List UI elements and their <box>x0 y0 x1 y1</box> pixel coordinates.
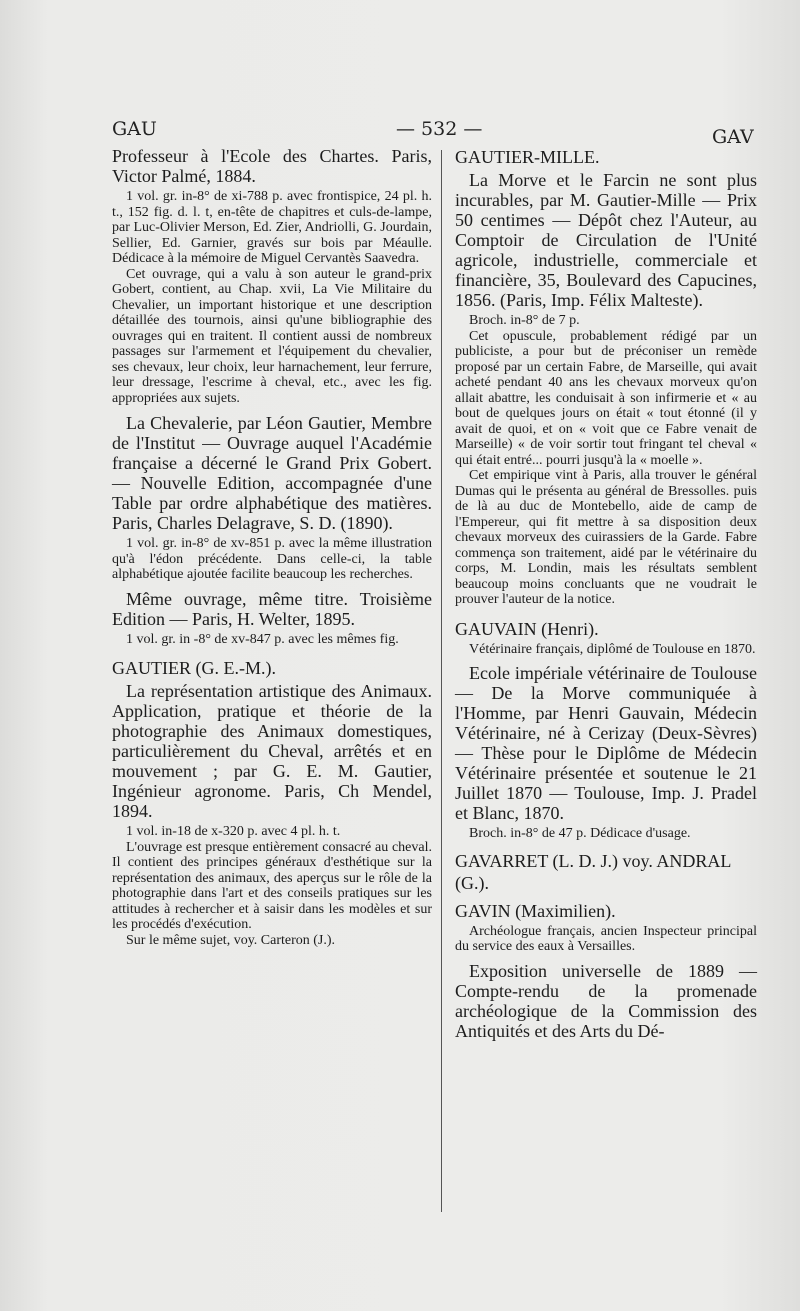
entry-text: Ecole impériale vétérinaire de Toulouse — De la Morve communiquée à l'Homme, par Henri Gauvain, Médecin Vétérinaire, né à Cerizay (Deux-Sèvres) — Thèse pour le Diplôme de Médecin Vétérinaire présentée et soutenue le 21 Juillet 1870 — Toulouse, Imp. J. Pradel et Blanc, 1870. <box>455 663 757 823</box>
author-heading: GAVARRET (L. D. J.) voy. ANDRAL (G.). <box>455 850 731 893</box>
entry-text: Même ouvrage, même titre. Troisième Edition — Paris, H. Welter, 1895. <box>112 588 432 629</box>
left-column <box>112 146 432 948</box>
entry-text: La Morve et le Farcin ne sont plus incurables, par M. Gautier-Mille — Prix 50 centimes — Dépôt chez l'Auteur, au Comptoir de Circulation de l'Unité agricole, industrielle, commerciale et financière, 35, Boulevard des Capucines, 1856. (Paris, Imp. Félix Malteste). <box>455 170 757 310</box>
entry-note: 1 vol. in-18 de x-320 p. avec 4 pl. h. t. <box>126 824 341 839</box>
entry-note: 1 vol. gr. in-8° de xv-851 p. avec la même illustration qu'à l'édon précédente. Dans celle-ci, la table alphabétique ajoutée facilite beaucoup les recherches. <box>112 536 432 582</box>
entry-note: Cet empirique vint à Paris, alla trouver le général Dumas qui le présenta au général de Bressolles. puis de là au duc de Montebello, aide de camp de l'Empereur, qui fit mettre à sa disposition deux chevaux morveux des cuirassiers de la Garde. Fabre commença son traitement, aidé par le vétérinaire du corps, M. Londin, mais les résultats semblent beaucoup moins concluants que ne voudrait le prouver l'auteur de la notice. <box>455 468 757 607</box>
entry-note: Broch. in-8° de 47 p. Dédicace d'usage. <box>469 826 691 841</box>
entry-text: La Chevalerie, par Léon Gautier, Membre de l'Institut — Ouvrage auquel l'Académie française a décerné le Grand Prix Gobert. — Nouvelle Edition, accompagnée d'une Table par ordre alphabétique des matières. Paris, Charles Delagrave, S. D. (1890). <box>112 413 432 533</box>
author-heading: GAUVAIN (Henri). <box>455 618 599 639</box>
author-heading: GAUTIER (G. E.-M.). <box>112 658 276 678</box>
running-head-right: GAV <box>712 126 754 148</box>
running-head-left: GAU <box>112 118 157 140</box>
entry-text: La représentation artistique des Animaux. Application, pratique et théorie de la photographie des Animaux domestiques, particulièrement du Cheval, arrêtés et en mouvement ; par G. E. M. Gautier, Ingénieur agronome. Paris, Ch Mendel, 1894. <box>112 681 432 821</box>
author-heading: GAVIN (Maximilien). <box>455 900 616 921</box>
page-number: — 532 — <box>396 118 483 140</box>
author-heading: GAUTIER-MILLE. <box>455 147 600 167</box>
entry-note: Broch. in-8° de 7 p. <box>469 313 580 328</box>
entry-note: Cet ouvrage, qui a valu à son auteur le grand-prix Gobert, contient, au Chap. xvii, La Vie Militaire du Chevalier, un important historique et une description détaillée des tournois, ainsi qu'une bibliographie des ouvrages qui en traitent. Il contient aussi de nombreux passages sur l'armement et l'équipement du chevalier, ses chevaux, leur choix, leur harnachement, leur ferrure, leur dressage, l'escrime à cheval, etc., avec les fig. appropriées aux sujets. <box>112 266 432 406</box>
entry-text: Professeur à l'Ecole des Chartes. Paris, Victor Palmé, 1884. <box>112 146 432 186</box>
entry-note: Sur le même sujet, voy. Carteron (J.). <box>126 932 336 948</box>
entry-note: L'ouvrage est presque entièrement consacré au cheval. Il contient des principes généraux d'esthétique sur la représentation des animaux, des aperçus sur le rôle de la photographie dans l'art et des conseils pratiques sur les attitudes à rechercher et à saisir dans les modèles et sur les procédés d'exécution. <box>112 839 432 932</box>
entry-note: 1 vol. gr. in -8° de xv-847 p. avec les mêmes fig. <box>126 631 399 647</box>
entry-note: Cet opuscule, probablement rédigé par un publiciste, a pour but de préconiser un remède proposé par un certain Fabre, de Marseille, qui avait acheté pendant 40 ans les chevaux morveux qu'on allait abattre, les conduisait à son infirmerie et « au bout de quelques jours on était « tout étonné (il y avait de quoi, et on « voit que ce Fabre venait de Marseille) « de voir sortir tout fringant tel cheval « qui était entré... pourri jusqu'à la « moelle ». <box>455 328 757 468</box>
right-column <box>455 146 757 1041</box>
column-divider <box>441 150 442 1212</box>
entry-text: Exposition universelle de 1889 — Compte-rendu de la promenade archéologique de la Commission des Antiquités et des Arts du Dé- <box>455 960 757 1041</box>
entry-note: 1 vol. gr. in-8° de xi-788 p. avec frontispice, 24 pl. h. t., 152 fig. d. l. t, en-tête de chapitres et culs-de-lampe, par Luc-Olivier Merson, Ed. Zier, Andriolli, G. Jourdain, Sellier, Ed. Garnier, gravés sur bois par Méaulle. Dédicace à la mémoire de Miguel Cervantès Saavedra. <box>112 189 432 266</box>
entry-note: Archéologue français, ancien Inspecteur principal du service des eaux à Versailles. <box>455 923 757 954</box>
entry-note: Vétérinaire français, diplômé de Toulouse en 1870. <box>469 641 756 657</box>
